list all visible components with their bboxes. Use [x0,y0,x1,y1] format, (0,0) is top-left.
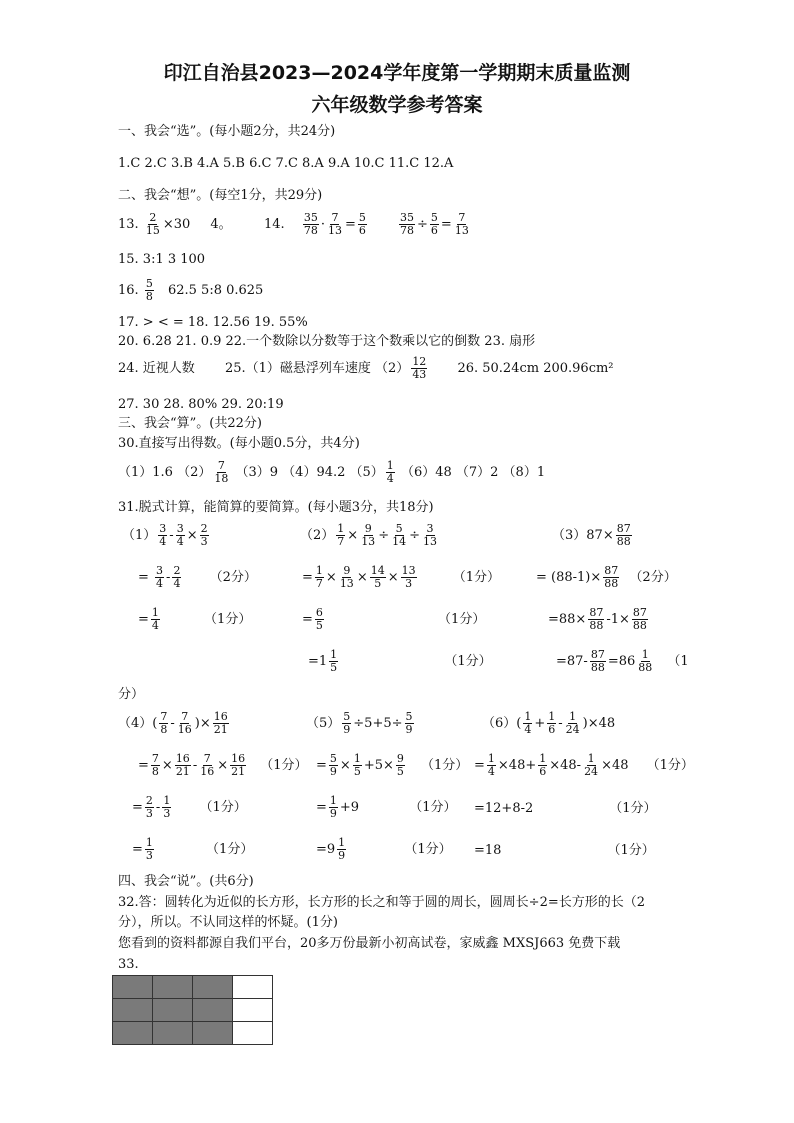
calc-3-step-3: =87- $\frac{87}{88}$ =86 $\frac{1}{88}$ （1 [556,648,689,675]
question-16: 16. $\frac{5}{8}$ 62.5 5:8 0.625 [118,277,264,304]
calc-4-expression: （4）( $\frac{7}{8}$ - $\frac{7}{16}$ )× $\frac{16}{21}$ [118,710,228,737]
calc-6-step-1: = $\frac{1}{4}$ ×48+ $\frac{1}{6}$ ×48- $\frac{1}{24}$ ×48 （1分） [474,752,694,779]
calc-2-step-2: = $\frac{6}{5}$ （1分） [302,606,486,633]
calc-3-step-2: =88× $\frac{87}{88}$ -1× $\frac{87}{88}$ [548,606,647,633]
title-line-2: 六年级数学参考答案 [311,94,483,116]
title-line-1: 印江自治县2023—2024学年度第一学期期末质量监测 [163,62,631,84]
calc-5-step-3: =9 $\frac{1}{9}$ （1分） [316,836,452,863]
question-30-answers: （1）1.6 （2） $\frac{7}{18}$ （3）9 （4）94.2 （5） $\frac{1}{4}$ （6）48 （7）2 （8）1 [118,459,546,486]
calc-3-wrap: 分） [118,687,145,702]
section-4-heading: 四、我会“说”。(共6分) [118,874,254,889]
calc-6-expression: （6）( $\frac{1}{4}$ + $\frac{1}{6}$ - $\frac{1}{24}$ )×48 [482,710,616,737]
section-2-heading: 二、我会“想”。(每空1分，共29分) [118,188,323,203]
question-32-line-1: 32.答：圆转化为近似的长方形，长方形的长之和等于圆的周长，圆周长÷2=长方形的长（2 [118,895,646,910]
calc-3-expression: （3）87× $\frac{87}{88}$ [552,522,631,549]
question-27-29: 27. 30 28. 80% 29. 20:19 [118,397,284,412]
question-24-26: 24. 近视人数 25.（1）磁悬浮列车速度 （2） $\frac{12}{43}$ 26. 50.24cm 200.96cm² [118,355,614,382]
fraction: $\frac{2}{15}$ [145,211,160,238]
question-31-heading: 31.脱式计算，能简算的要简算。(每小题3分，共18分) [118,500,434,515]
section-1-answers: 1.C 2.C 3.B 4.A 5.B 6.C 7.C 8.A 9.A 10.C 11.C 12.A [118,156,454,171]
question-30-heading: 30.直接写出得数。(每小题0.5分，共4分) [118,436,360,451]
section-3-heading: 三、我会“算”。(共22分) [118,416,262,431]
question-33-grid [112,975,273,1045]
calc-6-step-2: =12+8-2 （1分） [474,801,657,816]
question-14: 14. $\frac{35}{78}$ · $\frac{7}{13}$ = $\frac{5}{6}$ $\frac{35}{78}$ ÷ $\frac{5}{6}$ = $\frac{7}{13}$ [264,211,469,238]
question-32-line-2: 分），所以。不认同这样的怀疑。(1分) [118,915,338,930]
calc-3-step-1: = (88-1)× $\frac{87}{88}$ （2分） [536,564,677,591]
calc-4-step-1: = $\frac{7}{8}$ × $\frac{16}{21}$ - $\frac{7}{16}$ × $\frac{16}{21}$ （1分） [138,752,308,779]
question-13: 13. $\frac{2}{15}$ ×30 4。 [118,211,232,238]
question-33-label: 33. [118,957,139,972]
calc-2-step-3: =1 $\frac{1}{5}$ （1分） [308,648,492,675]
calc-5-step-1: = $\frac{5}{9}$ × $\frac{1}{5}$ +5× $\frac{9}{5}$ （1分） [316,752,469,779]
calc-5-step-2: = $\frac{1}{9}$ +9 （1分） [316,794,457,821]
section-1-heading: 一、我会“选”。(每小题2分，共24分) [118,124,336,139]
calc-4-step-2: = $\frac{2}{3}$ - $\frac{1}{3}$ （1分） [132,794,247,821]
calc-2-step-1: = $\frac{1}{7}$ × $\frac{9}{13}$ × $\frac{14}{5}$ × $\frac{13}{3}$ （1分） [302,564,501,591]
question-20-23: 20. 6.28 21. 0.9 22.一个数除以分数等于这个数乘以它的倒数 23. 扇形 [118,334,536,349]
promo-line: 您看到的资料都源自我们平台，20多万份最新小初高试卷，家威鑫 MXSJ663 免费下载 [118,936,621,951]
calc-6-step-3: =18 （1分） [474,843,655,858]
question-15: 15. 3:1 3 100 [118,252,206,267]
calc-1-step-2: = $\frac{1}{4}$ （1分） [138,606,252,633]
calc-2-expression: （2） $\frac{1}{7}$ × $\frac{9}{13}$ ÷ $\frac{5}{14}$ ÷ $\frac{3}{13}$ [300,522,437,549]
calc-1-step-1: = $\frac{3}{4}$ - $\frac{2}{4}$ （2分） [138,564,257,591]
calc-4-step-3: = $\frac{1}{3}$ （1分） [132,836,254,863]
calc-1-expression: （1） $\frac{3}{4}$ - $\frac{3}{4}$ × $\frac{2}{3}$ [122,522,208,549]
question-17-19: 17. > < = 18. 12.56 19. 55% [118,315,308,330]
calc-5-expression: （5） $\frac{5}{9}$ ÷5+5÷ $\frac{5}{9}$ [306,710,413,737]
